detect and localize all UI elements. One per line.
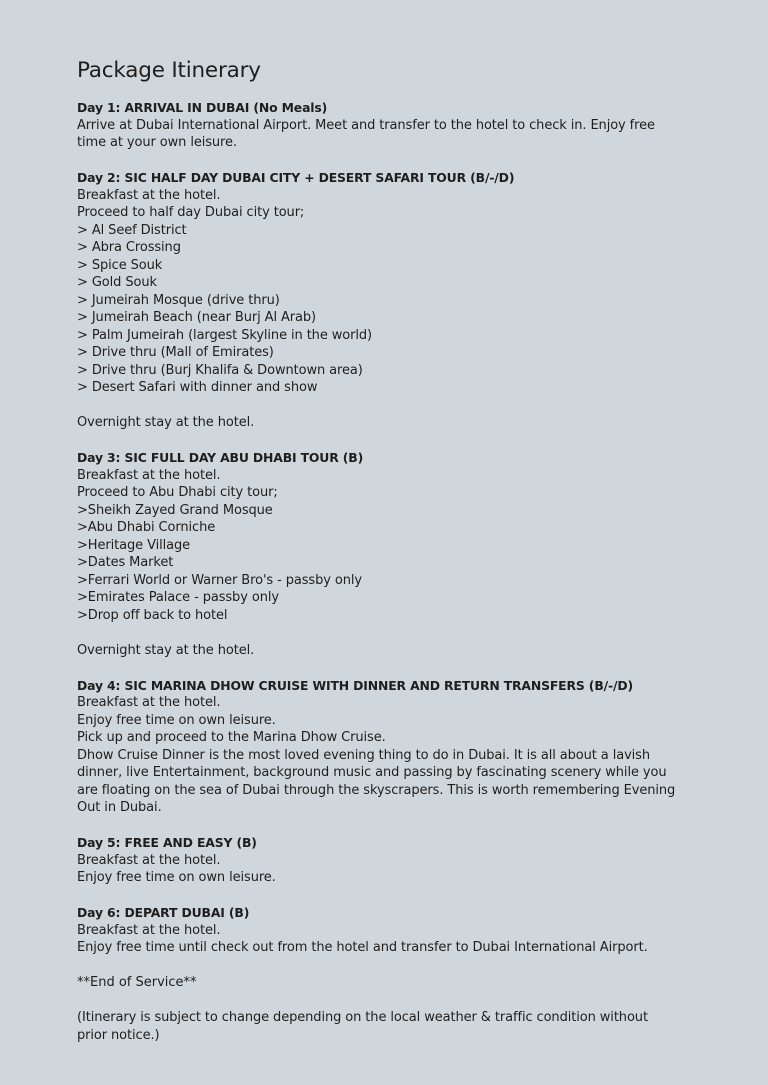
day-4-line: Breakfast at the hotel. bbox=[77, 695, 221, 710]
day-4-description: Out in Dubai. bbox=[77, 800, 162, 815]
day-3-stop: >Drop off back to hotel bbox=[77, 607, 228, 623]
day-2-stop: > Palm Jumeirah (largest Skyline in the world) bbox=[77, 327, 373, 343]
day-2-stop: > Drive thru (Burj Khalifa & Downtown area) bbox=[77, 362, 363, 378]
day-5-section bbox=[77, 834, 708, 887]
day-4-heading: Day 4: SIC MARINA DHOW CRUISE WITH DINNER AND RETURN TRANSFERS (B/-/D) bbox=[77, 677, 634, 693]
day-4-description: dinner, live Entertainment, background music and passing by fascinating scenery while you bbox=[77, 765, 667, 780]
day-3-closing: Overnight stay at the hotel. bbox=[77, 642, 255, 658]
day-2-stop: > Abra Crossing bbox=[77, 240, 181, 255]
day-1-line: time at your own leisure. bbox=[77, 135, 237, 150]
day-1-section bbox=[77, 99, 708, 152]
day-3-stop: >Sheikh Zayed Grand Mosque bbox=[77, 502, 273, 518]
day-3-stop: >Emirates Palace - passby only bbox=[77, 590, 279, 605]
day-3-stop: >Abu Dhabi Corniche bbox=[77, 520, 216, 535]
day-6-line: Enjoy free time until check out from the hotel and transfer to Dubai International Airport. bbox=[77, 940, 648, 955]
day-5-line: Breakfast at the hotel. bbox=[77, 852, 221, 868]
day-2-stop: > Gold Souk bbox=[77, 275, 157, 290]
disclaimer-line: (Itinerary is subject to change depending on the local weather & traffic condition without bbox=[77, 1010, 648, 1025]
day-2-closing: Overnight stay at the hotel. bbox=[77, 415, 255, 430]
day-2-stop: > Jumeirah Mosque (drive thru) bbox=[77, 292, 280, 308]
day-5-line: Enjoy free time on own leisure. bbox=[77, 870, 276, 885]
day-5-heading: Day 5: FREE AND EASY (B) bbox=[77, 835, 257, 850]
spacer bbox=[77, 397, 708, 415]
day-6-heading: Day 6: DEPART DUBAI (B) bbox=[77, 905, 250, 920]
day-1-line: Arrive at Dubai International Airport. Meet and transfer to the hotel to check in. Enjoy free bbox=[77, 117, 655, 133]
end-of-service: **End of Service** bbox=[77, 975, 197, 990]
day-6-line: Breakfast at the hotel. bbox=[77, 922, 221, 938]
day-3-stop: >Heritage Village bbox=[77, 537, 191, 553]
day-2-section bbox=[77, 169, 708, 432]
day-2-stop: > Jumeirah Beach (near Burj Al Arab) bbox=[77, 310, 317, 325]
day-2-stop: > Al Seef District bbox=[77, 222, 187, 238]
day-4-description: are floating on the sea of Dubai through the skyscrapers. This is worth remembering Evening bbox=[77, 782, 676, 798]
day-1-heading: Day 1: ARRIVAL IN DUBAI (No Meals) bbox=[77, 100, 328, 115]
day-2-line: Proceed to half day Dubai city tour; bbox=[77, 205, 305, 220]
page-title: Package Itinerary bbox=[77, 58, 261, 83]
day-2-line: Breakfast at the hotel. bbox=[77, 187, 221, 203]
spacer bbox=[77, 624, 708, 642]
disclaimer bbox=[77, 1009, 708, 1044]
day-6-section bbox=[77, 904, 708, 957]
disclaimer-line: prior notice.) bbox=[77, 1027, 160, 1043]
day-2-stop: > Spice Souk bbox=[77, 257, 163, 273]
day-4-description: Dhow Cruise Dinner is the most loved evening thing to do in Dubai. It is all about a lavish bbox=[77, 747, 650, 763]
day-3-stop: >Ferrari World or Warner Bro's - passby only bbox=[77, 572, 362, 588]
day-2-stop: > Drive thru (Mall of Emirates) bbox=[77, 345, 274, 360]
day-4-section bbox=[77, 677, 708, 817]
day-3-heading: Day 3: SIC FULL DAY ABU DHABI TOUR (B) bbox=[77, 450, 364, 465]
day-3-stop: >Dates Market bbox=[77, 555, 174, 570]
day-4-line: Pick up and proceed to the Marina Dhow Cruise. bbox=[77, 730, 386, 745]
day-3-section bbox=[77, 449, 708, 659]
day-4-line: Enjoy free time on own leisure. bbox=[77, 712, 276, 728]
day-2-heading: Day 2: SIC HALF DAY DUBAI CITY + DESERT SAFARI TOUR (B/-/D) bbox=[77, 170, 515, 185]
day-3-line: Proceed to Abu Dhabi city tour; bbox=[77, 485, 278, 500]
day-3-line: Breakfast at the hotel. bbox=[77, 467, 221, 483]
day-2-stop: > Desert Safari with dinner and show bbox=[77, 380, 318, 395]
